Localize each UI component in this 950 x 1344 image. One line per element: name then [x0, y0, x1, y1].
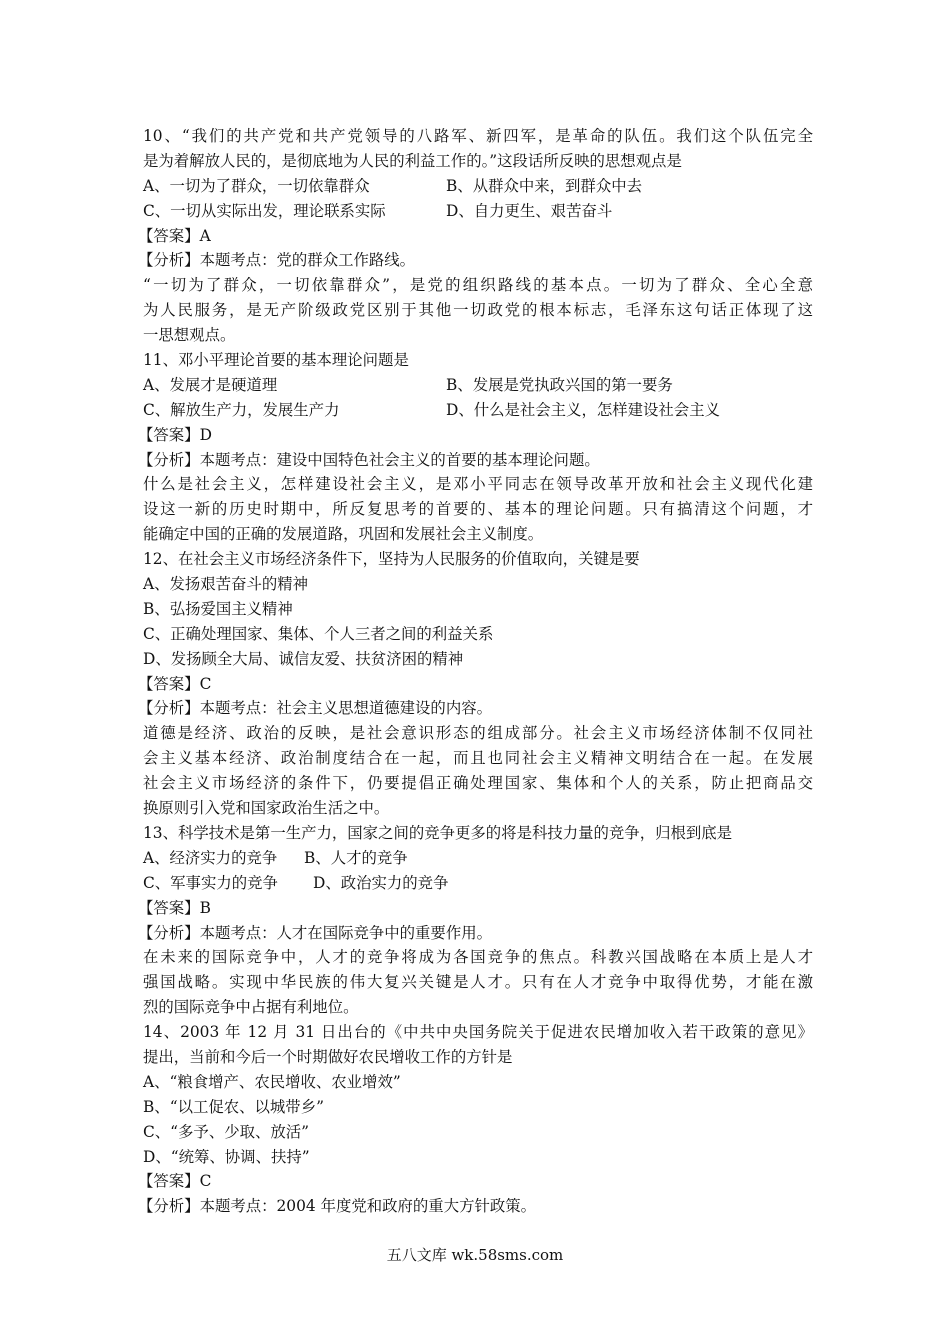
option-a: A、一切为了群众，一切依靠群众: [143, 176, 370, 195]
question-12-option-b: B、弘扬爱国主义精神: [143, 599, 293, 618]
question-12-analysis-line-2: 会主义基本经济、政治制度结合在一起，而且也同社会主义精神文明结合在一起。在发展: [143, 749, 813, 768]
question-10-options-row-1: [143, 174, 813, 199]
option-a: A、经济实力的竞争: [143, 848, 278, 867]
question-11-analysis-head: 【分析】本题考点：建设中国特色社会主义的首要的基本理论问题。: [138, 450, 600, 469]
option-d: D、自力更生、艰苦奋斗: [446, 201, 613, 220]
question-10-stem-line-2: 是为着解放人民的，是彻底地为人民的利益工作的。”这段话所反映的思想观点是: [143, 151, 682, 170]
question-12-option-a: A、发扬艰苦奋斗的精神: [143, 575, 309, 594]
question-11-analysis-line-3: 能确定中国的正确的发展道路，巩固和发展社会主义制度。: [143, 525, 544, 544]
question-10-analysis-head: 【分析】本题考点：党的群众工作路线。: [138, 251, 416, 270]
question-13-analysis-head: 【分析】本题考点：人才在国际竞争中的重要作用。: [138, 923, 492, 942]
question-12-analysis-line-3: 社会主义市场经济的条件下，仍要提倡正确处理国家、集体和个人的关系，防止把商品交: [143, 774, 813, 793]
option-b: B、发展是党执政兴国的第一要务: [446, 375, 673, 394]
question-12-stem-line-1: 12、在社会主义市场经济条件下，坚持为人民服务的价值取向，关键是要: [143, 550, 640, 569]
question-14-stem-line-2: 提出，当前和今后一个时期做好农民增收工作的方针是: [143, 1047, 513, 1066]
question-11-options-row-1: [143, 373, 813, 398]
question-13-options-row-1: [143, 846, 813, 871]
question-13-analysis-line-3: 烈的国际竞争中占据有利地位。: [143, 998, 359, 1017]
question-12-analysis-line-1: 道德是经济、政治的反映，是社会意识形态的组成部分。社会主义市场经济体制不仅同社: [143, 724, 813, 743]
question-12-analysis-line-4: 换原则引入党和国家政治生活之中。: [143, 799, 390, 818]
question-12-option-c: C、正确处理国家、集体、个人三者之间的利益关系: [143, 624, 494, 643]
question-12-answer: 【答案】C: [138, 674, 212, 693]
question-13-answer: 【答案】B: [138, 898, 211, 917]
question-12-analysis-head: 【分析】本题考点：社会主义思想道德建设的内容。: [138, 699, 492, 718]
option-b: B、人才的竞争: [304, 848, 408, 867]
question-11-options-row-2: [143, 398, 813, 423]
option-c: C、一切从实际出发，理论联系实际: [143, 201, 386, 220]
question-13-stem-line-1: 13、科学技术是第一生产力，国家之间的竞争更多的将是科技力量的竞争，归根到底是: [143, 823, 733, 842]
option-c: C、军事实力的竞争: [143, 873, 278, 892]
question-13-analysis-line-2: 强国战略。实现中华民族的伟大复兴关键是人才。只有在人才竞争中取得优势，才能在激: [143, 973, 813, 992]
question-11-stem-line-1: 11、邓小平理论首要的基本理论问题是: [143, 351, 409, 370]
question-11-analysis-line-2: 设这一新的历史时期中，所反复思考的首要的、基本的理论问题。只有搞清这个问题，才: [143, 500, 813, 519]
question-14-stem-line-1: 14、2003 年 12 月 31 日出台的《中共中央国务院关于促进农民增加收入若干政策的意见》: [143, 1023, 813, 1042]
document-page: [138, 124, 813, 1219]
page-footer: 五八文库 wk.58sms.com: [386, 1246, 564, 1264]
option-d: D、政治实力的竞争: [313, 873, 449, 892]
question-10-analysis-line-3: 一思想观点。: [143, 326, 236, 345]
question-11-answer: 【答案】D: [138, 425, 212, 444]
question-10-options-row-2: [143, 199, 813, 224]
question-10-stem-line-1: 10、“我们的共产党和共产党领导的八路军、新四军，是革命的队伍。我们这个队伍完全: [143, 127, 813, 145]
option-d: D、什么是社会主义，怎样建设社会主义: [446, 400, 720, 419]
question-14-option-a: A、“粮食增产、农民增收、农业增效”: [143, 1072, 401, 1091]
question-14-option-d: D、“统筹、协调、扶持”: [143, 1147, 310, 1166]
question-13-options-row-2: [143, 871, 813, 896]
question-10-analysis-line-1: “一切为了群众，一切依靠群众”，是党的组织路线的基本点。一切为了群众、全心全意: [143, 276, 813, 295]
question-12-option-d: D、发扬顾全大局、诚信友爱、扶贫济困的精神: [143, 649, 464, 668]
question-10-answer: 【答案】A: [138, 226, 211, 245]
question-10-analysis-line-2: 为人民服务，是无产阶级政党区别于其他一切政党的根本标志，毛泽东这句话正体现了这: [143, 301, 813, 320]
question-14-option-b: B、“以工促农、以城带乡”: [143, 1097, 324, 1116]
question-14-analysis-head: 【分析】本题考点：2004 年度党和政府的重大方针政策。: [138, 1197, 537, 1216]
option-a: A、发展才是硬道理: [143, 375, 278, 394]
question-13-analysis-line-1: 在未来的国际竞争中，人才的竞争将成为各国竞争的焦点。科教兴国战略在本质上是人才: [143, 948, 813, 967]
question-14-answer: 【答案】C: [138, 1172, 212, 1191]
option-c: C、解放生产力，发展生产力: [143, 400, 340, 419]
question-11-analysis-line-1: 什么是社会主义，怎样建设社会主义，是邓小平同志在领导改革开放和社会主义现代化建: [143, 475, 813, 494]
question-14-option-c: C、“多予、少取、放活”: [143, 1122, 310, 1141]
option-b: B、从群众中来，到群众中去: [446, 176, 642, 195]
